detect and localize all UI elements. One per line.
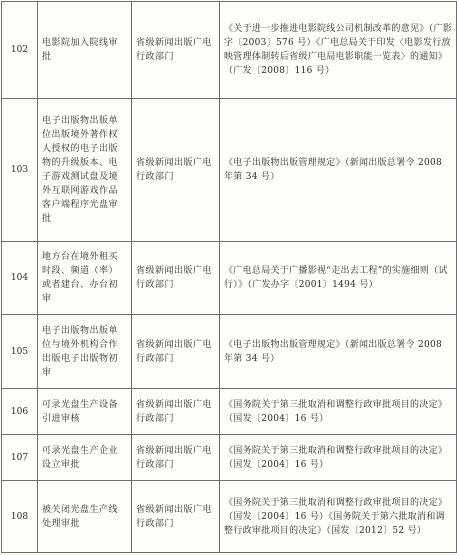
legal-basis: 《电子出版物出版管理规定》（新闻出版总署令 2008 年第 34 号） xyxy=(220,315,457,389)
approval-item-name: 地方台在境外租买时段、频道（率）或者建台、办台初审 xyxy=(38,242,132,315)
row-number: 106 xyxy=(2,389,38,435)
approval-item-name: 可录光盘生产企业设立审批 xyxy=(38,435,132,481)
row-number: 108 xyxy=(2,481,38,553)
table-row xyxy=(2,435,457,481)
table-row xyxy=(2,242,457,315)
row-number: 102 xyxy=(2,2,38,99)
implementing-department: 省级新闻出版广电行政部门 xyxy=(132,2,220,99)
table-row xyxy=(2,2,457,99)
row-number: 104 xyxy=(2,242,38,315)
legal-basis: 《国务院关于第三批取消和调整行政审批项目的决定》（国发〔2004〕16 号）《国务院关于第六批取消和调整行政审批项目的决定》（国发〔2012〕52 号） xyxy=(220,481,457,553)
implementing-department: 省级新闻出版广电行政部门 xyxy=(132,481,220,553)
table-row xyxy=(2,481,457,553)
approval-item-name: 可录光盘生产设备引进审核 xyxy=(38,389,132,435)
implementing-department: 省级新闻出版广电行政部门 xyxy=(132,435,220,481)
legal-basis: 《电子出版物出版管理规定》（新闻出版总署令 2008 年第 34 号） xyxy=(220,99,457,242)
approval-item-name: 被关闭光盘生产线处理审批 xyxy=(38,481,132,553)
row-number: 107 xyxy=(2,435,38,481)
approval-item-name: 电子出版物出版单位出版境外著作权人授权的电子出版物的升级版本、电子游戏测试盘及境外互联网游戏作品客户端程序光盘审批 xyxy=(38,99,132,242)
implementing-department: 省级新闻出版广电行政部门 xyxy=(132,389,220,435)
row-number: 103 xyxy=(2,99,38,242)
approval-item-name: 电子出版物出版单位与境外机构合作出版电子出版物初审 xyxy=(38,315,132,389)
legal-basis: 《关于进一步推进电影院线公司机制改革的意见》（广影字〔2003〕576 号）《广电总局关于印发〈电影发行放映管理体制转后省级广电局电影职能一览表〉的通知》（广发〔2008〕116 号） xyxy=(220,2,457,99)
table-row xyxy=(2,99,457,242)
legal-basis: 《国务院关于第三批取消和调整行政审批项目的决定》（国发〔2004〕16 号） xyxy=(220,389,457,435)
table-row xyxy=(2,315,457,389)
implementing-department: 省级新闻出版广电行政部门 xyxy=(132,242,220,315)
approval-item-name: 电影院加入院线审批 xyxy=(38,2,132,99)
approval-items-table xyxy=(1,1,457,553)
row-number: 105 xyxy=(2,315,38,389)
table-row xyxy=(2,389,457,435)
legal-basis: 《国务院关于第三批取消和调整行政审批项目的决定》（国发〔2004〕16 号） xyxy=(220,435,457,481)
implementing-department: 省级新闻出版广电行政部门 xyxy=(132,99,220,242)
implementing-department: 省级新闻出版广电行政部门 xyxy=(132,315,220,389)
legal-basis: 《广电总局关于广播影视“走出去工程”的实施细则（试行）》（广发办字〔2001〕1494 号） xyxy=(220,242,457,315)
